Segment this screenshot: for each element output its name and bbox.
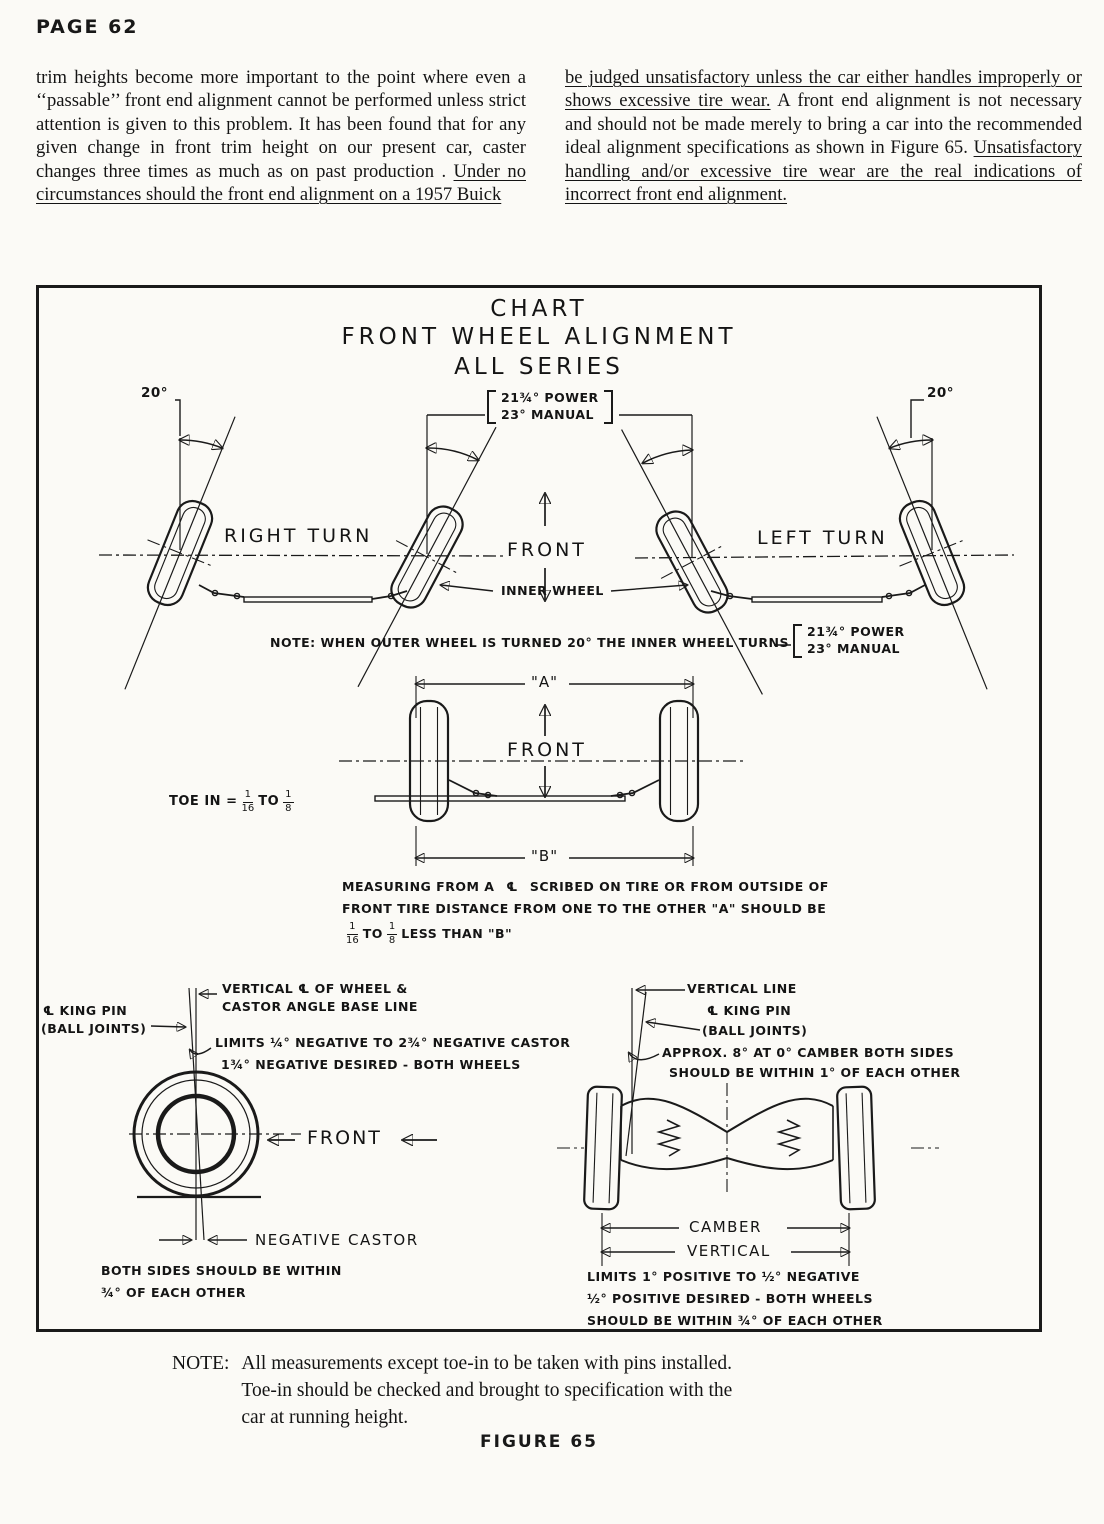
measuring-less-than-label: LESS THAN "B" [401,925,513,941]
front-label-steering: FRONT [507,539,587,561]
right-turn-label: RIGHT TURN [224,525,373,547]
castor-limits-line-1: LIMITS ¼° NEGATIVE TO 2¾° NEGATIVE CASTOR [215,1035,571,1050]
steering-inner-angle-bracket [487,390,613,424]
power-angle-label: 21¾° POWER [501,390,599,405]
figure-footnote [172,1350,932,1431]
negative-castor-label: NEGATIVE CASTOR [255,1231,419,1249]
note-power-angle-label: 21¾° POWER [807,624,905,639]
steering-angle-right-label: 20° [927,385,955,401]
camber-limits-line-2: ½° POSITIVE DESIRED - BOTH WHEELS [587,1291,874,1306]
camber-limits-line-1: LIMITS 1° POSITIVE TO ½° NEGATIVE [587,1269,860,1284]
toe-in-fraction-2: $\frac{1}{8}$ [285,789,292,814]
camber-kingpin-label-line-2: (BALL JOINTS) [702,1023,808,1038]
camber-kingpin-label-line-1: ℄ KING PIN [707,1003,792,1018]
front-label-toe: FRONT [507,739,587,761]
steering-note: NOTE: WHEN OUTER WHEEL IS TURNED 20° THE INNER WHEEL TURNS [270,635,789,650]
vertical-dimension-label: VERTICAL [687,1242,771,1260]
intro-right-underlined-1: be judged unsatisfactory unless the car either handles improperly or shows excessive tire wear. [565,67,1082,112]
castor-vertical-cl-line-2: CASTOR ANGLE BASE LINE [222,999,418,1014]
footnote-line-1: All measurements except toe-in to be taken with pins installed. [241,1353,733,1374]
toe-in-to-label: TO [258,793,280,809]
left-turn-label: LEFT TURN [757,527,888,549]
footnote-line-2: Toe-in should be checked and brought to specification with the [241,1380,733,1401]
footnote-label: NOTE: [172,1353,230,1374]
measuring-fraction-1: $\frac{1}{16}$ [346,921,359,946]
chart-title-line-3: ALL SERIES [454,354,624,380]
steering-note-bracket [793,624,910,658]
castor-limits-line-2: 1¾° NEGATIVE DESIRED - BOTH WHEELS [221,1057,521,1072]
castor-kingpin-label-line-1: ℄ KING PIN [43,1003,128,1018]
camber-limits-line-3: SHOULD BE WITHIN ¾° OF EACH OTHER [587,1313,883,1328]
inner-wheel-label: INNER WHEEL [501,583,604,598]
intro-left-underlined: Under no circumstances should the front end alignment on a 1957 Buick [36,160,526,206]
measuring-note-line-3 [342,922,512,946]
intro-right-text: A front end alignment is not necessary and should not be made merely to bring a car into the recommended ideal alignment specifications as shown in Figure 65. [565,90,1082,159]
intro-left-column [36,66,526,206]
front-label-castor: FRONT [307,1127,382,1149]
camber-dimension-label: CAMBER [689,1218,762,1236]
figure-caption: FIGURE 65 [480,1432,598,1452]
intro-left-text: trim heights become more important to the point where even a ‘‘passable’’ front end alignment cannot be performed unless strict attention is given to this problem. It has been found that for any given change in front trim height on our present car, caster changes three times as much as on past production . [36,67,526,182]
measuring-fraction-2: $\frac{1}{8}$ [388,921,396,946]
castor-kingpin-label-line-2: (BALL JOINTS) [41,1021,147,1036]
footnote-body [241,1350,732,1431]
castor-tolerance-line-2: ¾° OF EACH OTHER [101,1285,247,1300]
measuring-note-line-1: MEASURING FROM A ℄ SCRIBED ON TIRE OR FROM OUTSIDE OF [342,879,829,894]
castor-diagram-linework [129,988,437,1240]
right-bracket [604,390,613,424]
toe-in-diagram-linework [339,673,747,866]
manual-angle-label: 23° MANUAL [501,407,594,423]
camber-vertical-line-label: VERTICAL LINE [687,981,797,996]
castor-vertical-cl-line-1: VERTICAL ℄ OF WHEEL & [222,981,408,996]
measuring-to-label: TO [362,925,383,941]
toe-in-spec [169,790,298,814]
toe-in-label: TOE IN = [169,793,238,809]
figure-65-alignment-chart [36,285,1042,1332]
intro-right-underlined-2: Unsatisfactory handling and/or excessive tire wear are the real indications of incorrect front end alignment. [565,137,1082,206]
dimension-a-label: "A" [531,673,559,691]
page-number: PAGE 62 [36,16,139,38]
chart-title-line-2: FRONT WHEEL ALIGNMENT [341,324,737,350]
dimension-b-label: "B" [531,847,559,865]
castor-tolerance-line-1: BOTH SIDES SHOULD BE WITHIN [101,1263,342,1278]
measuring-note-line-2: FRONT TIRE DISTANCE FROM ONE TO THE OTHER "A" SHOULD BE [342,901,827,916]
left-bracket [487,390,496,424]
intro-right-column [565,66,1082,206]
toe-in-fraction-1: $\frac{1}{16}$ [241,789,255,814]
chart-title-line-1: CHART [490,296,588,322]
note-manual-angle-label: 23° MANUAL [807,641,900,657]
centerline-symbol: ℄ [506,879,518,894]
steering-angle-left-label: 20° [141,385,169,401]
camber-approx-line-1: APPROX. 8° AT 0° CAMBER BOTH SIDES [662,1045,955,1060]
left-bracket [793,624,802,658]
camber-approx-line-2: SHOULD BE WITHIN 1° OF EACH OTHER [669,1065,961,1080]
footnote-line-3: car at running height. [241,1407,409,1428]
